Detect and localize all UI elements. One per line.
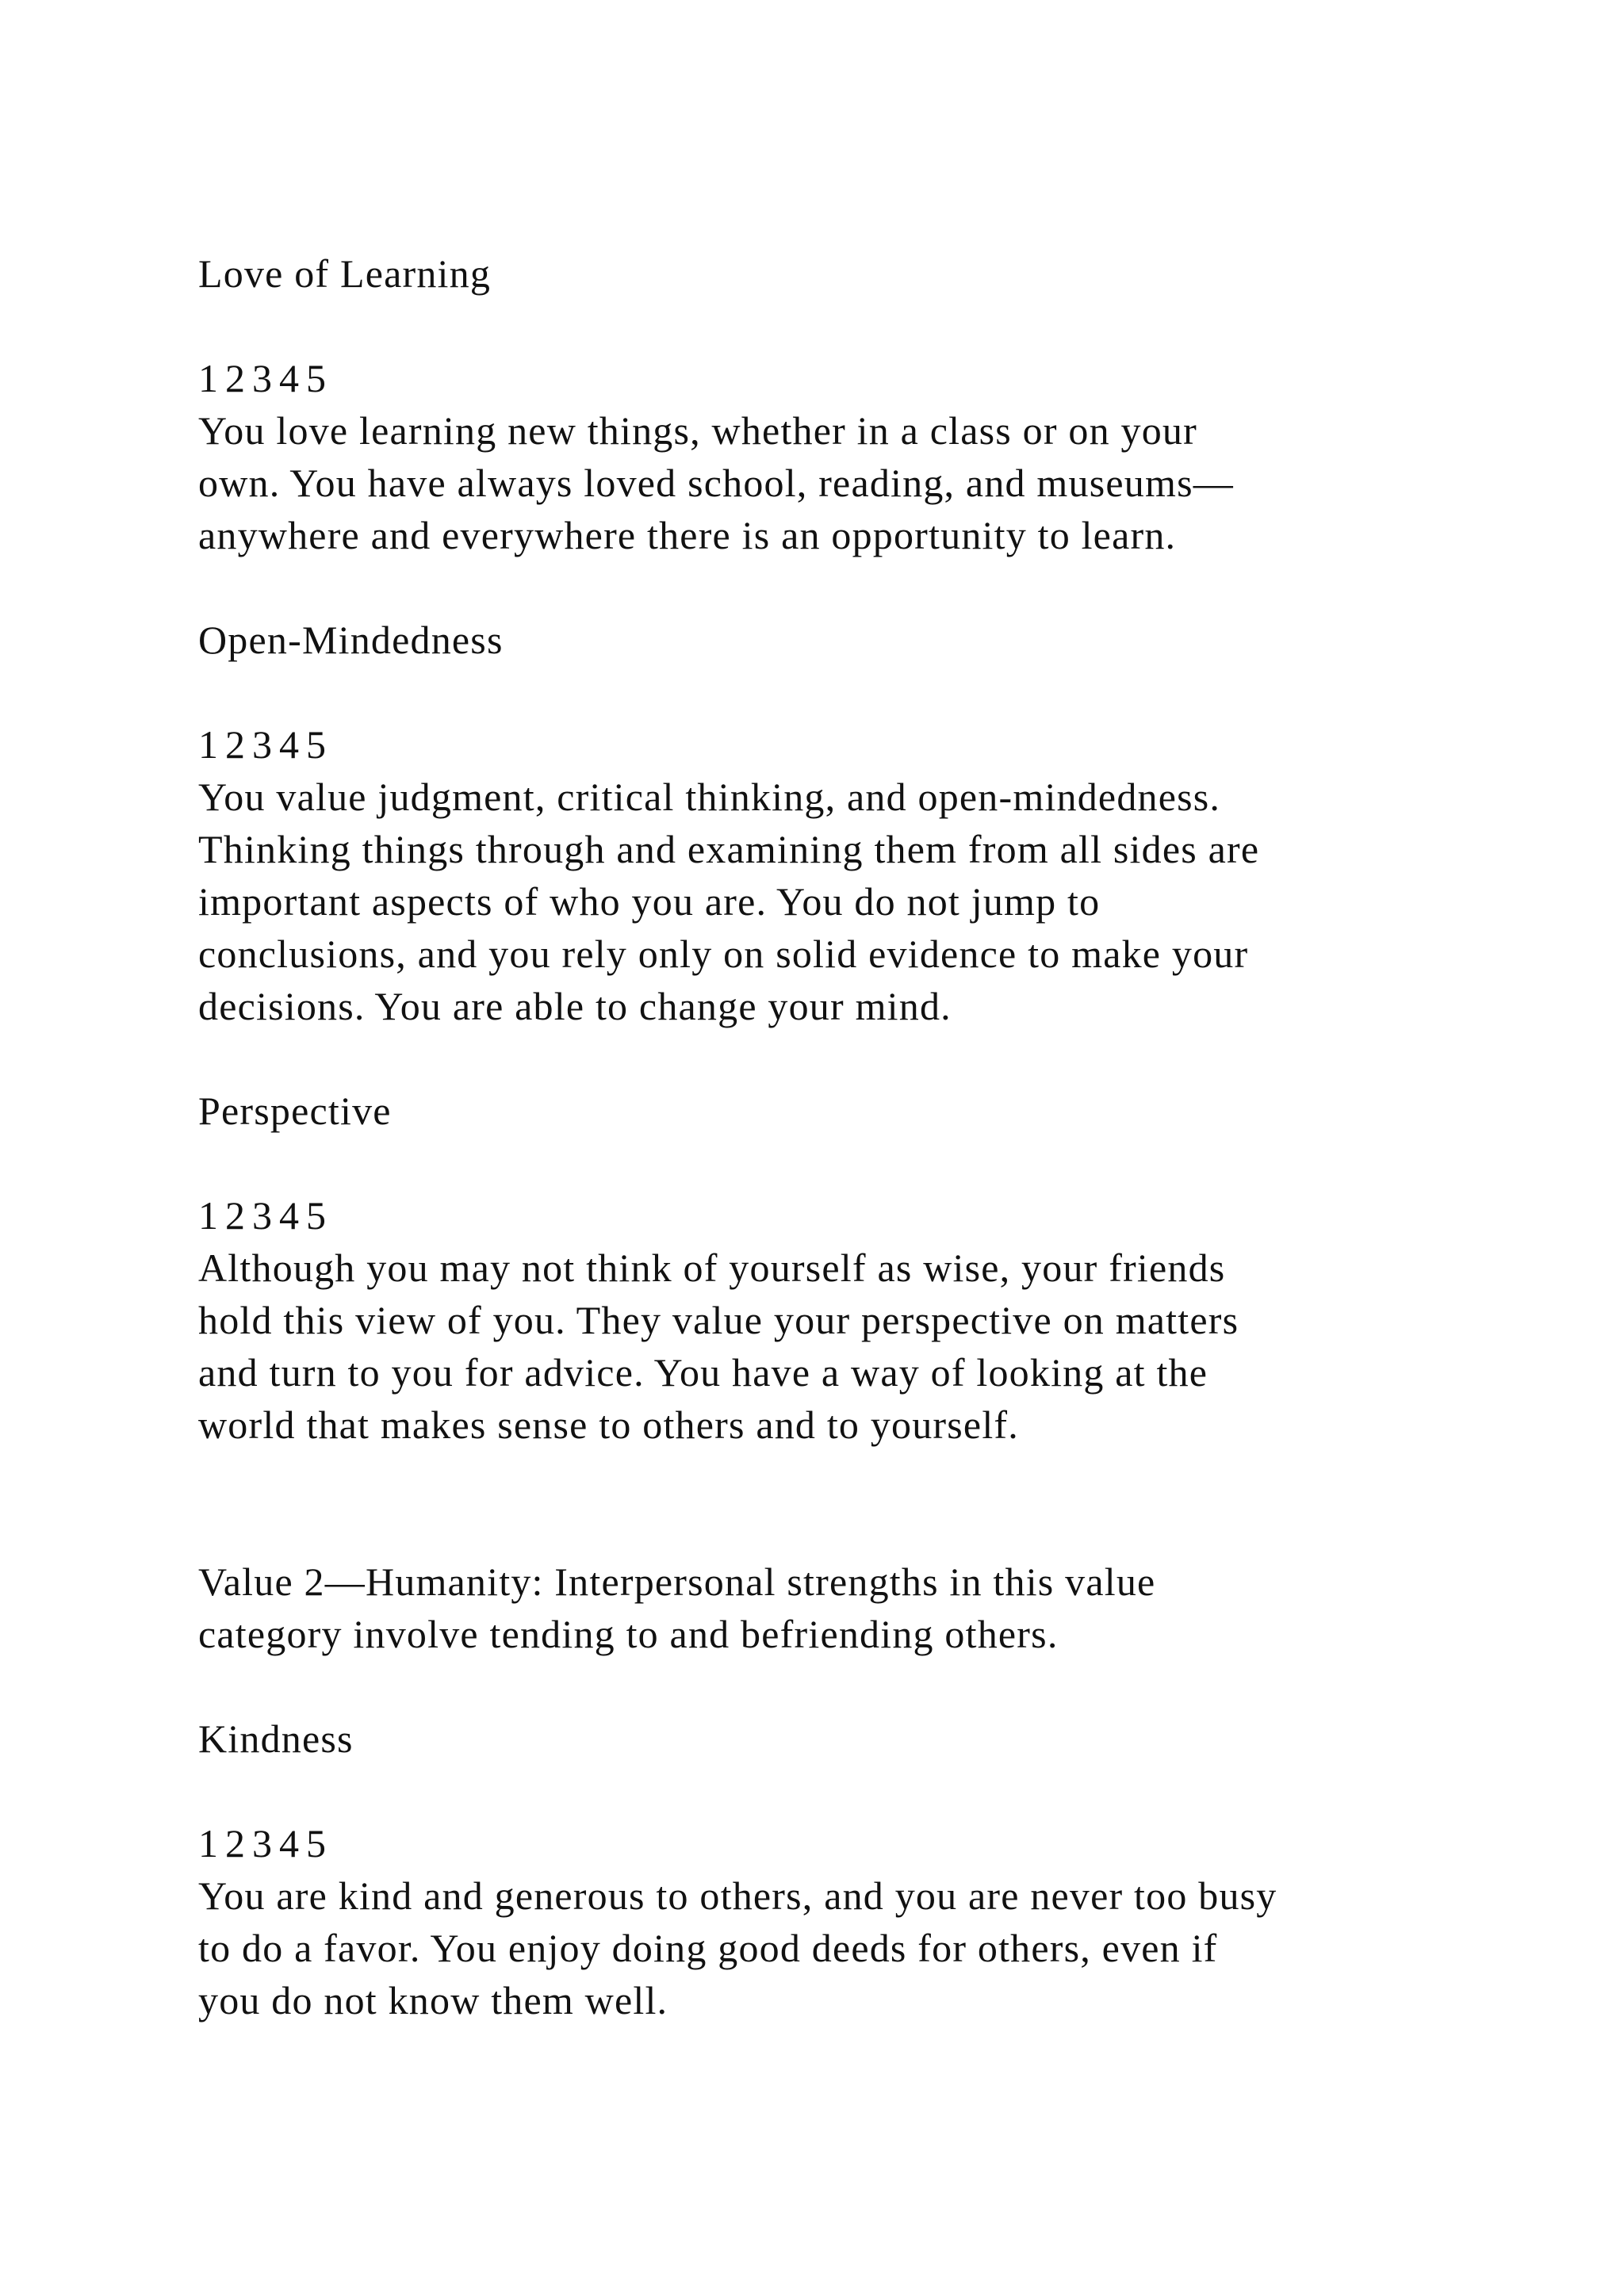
body-line: You are kind and generous to others, and you are never too busy xyxy=(198,1873,1277,1918)
rating-3: 3 xyxy=(252,722,274,767)
body-line: important aspects of who you are. You do not jump to xyxy=(198,879,1101,924)
rating-2: 2 xyxy=(225,1193,247,1238)
rating-4: 4 xyxy=(279,356,301,400)
body-line: Although you may not think of yourself as wise, your friends xyxy=(198,1246,1226,1290)
rating-5: 5 xyxy=(306,722,327,767)
rating-3: 3 xyxy=(252,1821,274,1866)
body-line: Thinking things through and examining them from all sides are xyxy=(198,827,1260,871)
body-line: decisions. You are able to change your mind. xyxy=(198,984,952,1028)
body-line: hold this view of you. They value your perspective on matters xyxy=(198,1298,1239,1342)
body-line: conclusions, and you rely only on solid evidence to make your xyxy=(198,932,1249,976)
section-title-love-of-learning: Love of Learning xyxy=(198,251,492,296)
rating-scale-love-of-learning xyxy=(198,352,1562,404)
body-line: anywhere and everywhere there is an opportunity to learn. xyxy=(198,513,1177,557)
section-title-perspective: Perspective xyxy=(198,1089,392,1133)
section-title-open-mindedness: Open-Mindedness xyxy=(198,618,504,662)
rating-3: 3 xyxy=(252,356,274,400)
section-title-kindness: Kindness xyxy=(198,1716,354,1761)
rating-5: 5 xyxy=(306,1193,327,1238)
rating-3: 3 xyxy=(252,1193,274,1238)
body-line: and turn to you for advice. You have a way of looking at the xyxy=(198,1350,1208,1395)
rating-5: 5 xyxy=(306,356,327,400)
body-line: to do a favor. You enjoy doing good deeds for others, even if xyxy=(198,1926,1218,1970)
rating-4: 4 xyxy=(279,1821,301,1866)
rating-4: 4 xyxy=(279,1193,301,1238)
rating-1: 1 xyxy=(198,1821,220,1866)
body-line: you do not know them well. xyxy=(198,1978,668,2022)
rating-scale-open-mindedness xyxy=(198,718,1562,771)
value-category-description: category involve tending to and befriending others. xyxy=(198,1612,1059,1656)
rating-2: 2 xyxy=(225,722,247,767)
rating-5: 5 xyxy=(306,1821,327,1866)
value-category-heading: Value 2—Humanity: Interpersonal strengths in this value xyxy=(198,1559,1156,1604)
rating-1: 1 xyxy=(198,356,220,400)
body-line: You love learning new things, whether in a class or on your xyxy=(198,408,1197,453)
body-line: own. You have always loved school, reading, and museums— xyxy=(198,461,1234,505)
rating-1: 1 xyxy=(198,1193,220,1238)
body-line: You value judgment, critical thinking, and open-mindedness. xyxy=(198,775,1221,819)
rating-1: 1 xyxy=(198,722,220,767)
rating-2: 2 xyxy=(225,356,247,400)
rating-scale-perspective xyxy=(198,1189,1562,1242)
rating-scale-kindness xyxy=(198,1817,1562,1869)
body-line: world that makes sense to others and to yourself. xyxy=(198,1402,1019,1447)
rating-2: 2 xyxy=(225,1821,247,1866)
document-page xyxy=(198,247,1562,2026)
rating-4: 4 xyxy=(279,722,301,767)
